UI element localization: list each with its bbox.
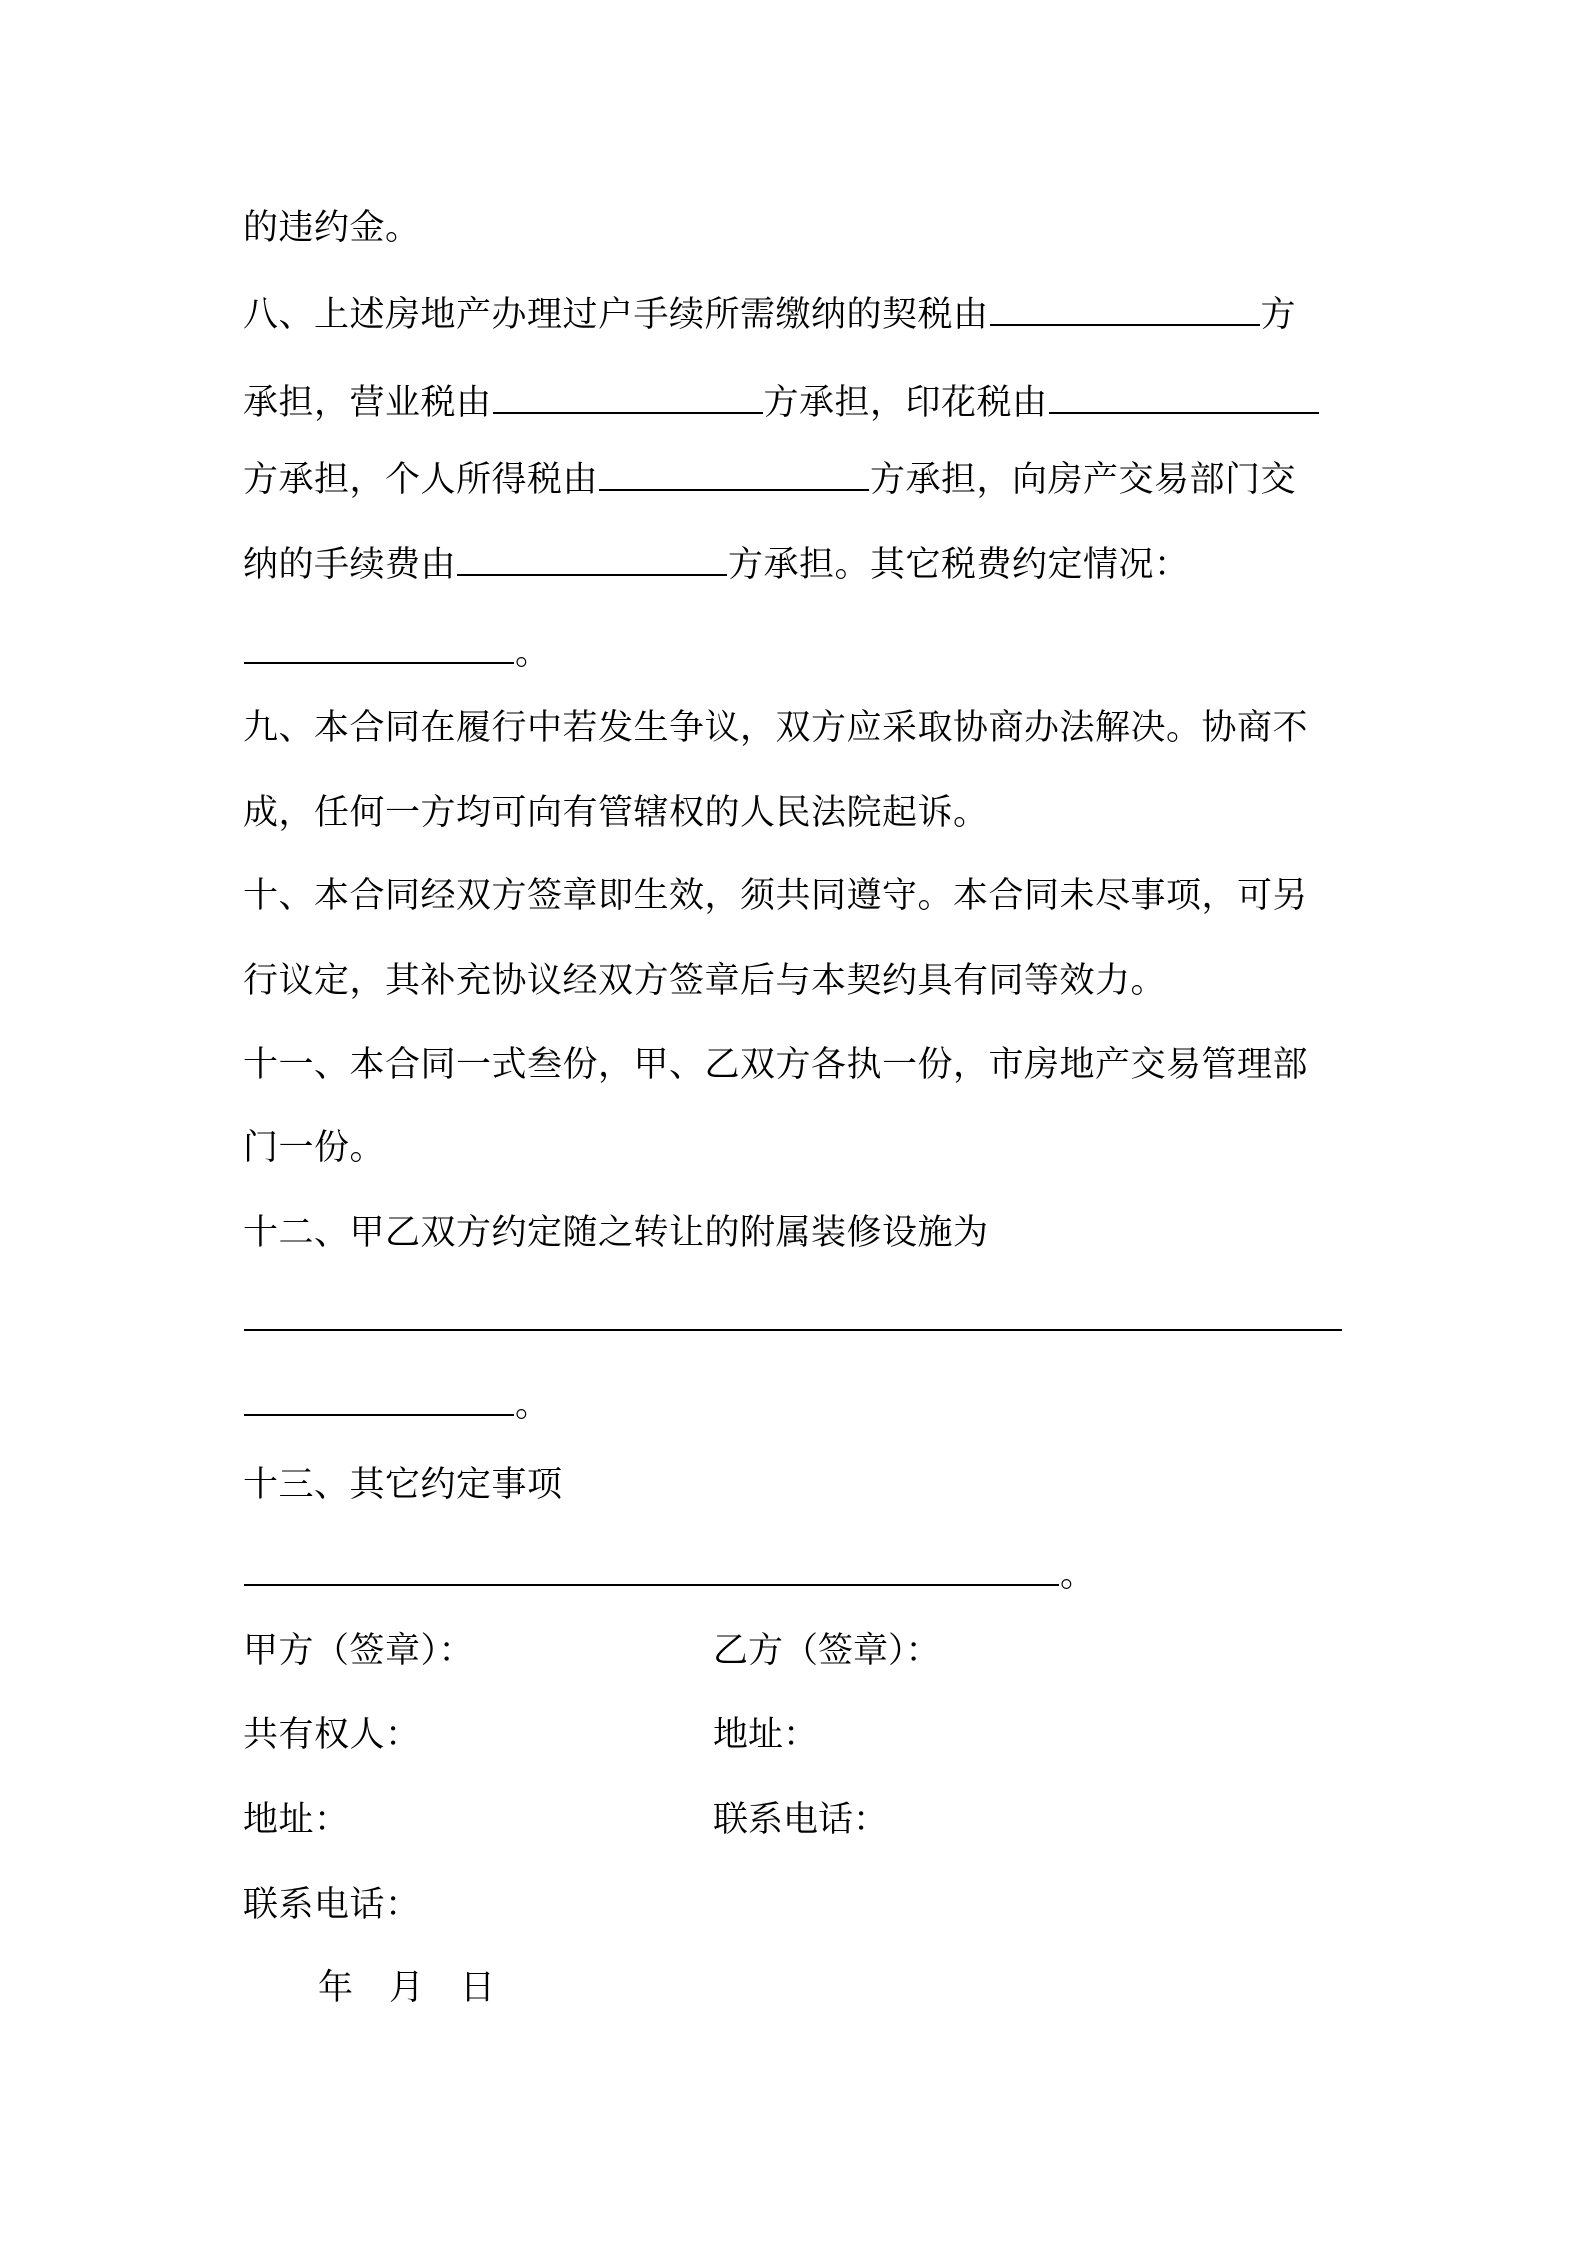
text: 方 xyxy=(1260,295,1297,335)
other-fees-blank[interactable] xyxy=(244,628,514,664)
clause-8-line-4 xyxy=(243,540,1190,588)
clause-11-line-2 xyxy=(243,1125,385,1171)
deed-tax-blank[interactable] xyxy=(990,290,1260,326)
text: 。 xyxy=(1060,1555,1096,1595)
clause-13-line-2 xyxy=(243,1550,1096,1598)
party-a-phone-label xyxy=(243,1882,421,1928)
business-tax-blank[interactable] xyxy=(493,378,763,414)
clause-7-ending xyxy=(243,205,421,251)
clause-10-line-1 xyxy=(243,873,1308,919)
text: 十、本合同经双方签章即生效，须共同遵守。本合同未尽事项，可另 xyxy=(243,876,1309,916)
clause-10-line-2 xyxy=(243,958,1166,1004)
clause-12-line-1 xyxy=(243,1210,989,1256)
text: 共有权人： xyxy=(243,1715,421,1755)
text: 联系电话： xyxy=(243,1885,421,1925)
party-b-address-label xyxy=(713,1712,818,1758)
party-b-phone-label xyxy=(713,1797,888,1843)
text: 九、本合同在履行中若发生争议，双方应采取协商办法解决。协商不 xyxy=(243,708,1309,748)
clause-8-line-3 xyxy=(243,455,1296,503)
text: 八、上述房地产办理过户手续所需缴纳的契税由 xyxy=(243,295,989,335)
clause-8-line-5 xyxy=(243,628,551,676)
clause-11-line-1 xyxy=(243,1042,1308,1088)
text: 的违约金。 xyxy=(243,208,421,248)
text: 年 月 日 xyxy=(318,1968,496,2008)
text: 方承担，向房产交易部门交 xyxy=(870,460,1297,500)
text: 方承担，个人所得税由 xyxy=(243,460,599,500)
other-terms-blank[interactable] xyxy=(244,1550,1059,1586)
text: 地址： xyxy=(243,1800,350,1840)
clause-12-line-3 xyxy=(243,1380,551,1428)
party-a-address-label xyxy=(243,1797,350,1843)
text: 甲方（签章）： xyxy=(243,1631,475,1671)
text: 地址： xyxy=(713,1715,819,1755)
text: 门一份。 xyxy=(243,1128,386,1168)
handling-fee-blank[interactable] xyxy=(457,540,727,576)
party-a-signature-label xyxy=(243,1628,474,1674)
clause-12-line-2 xyxy=(243,1295,1343,1343)
text: 成，任何一方均可向有管辖权的人民法院起诉。 xyxy=(243,793,989,833)
text: 十一、本合同一式叁份，甲、乙双方各执一份，市房地产交易管理部 xyxy=(243,1045,1309,1085)
income-tax-blank[interactable] xyxy=(599,455,869,491)
fixtures-blank-1[interactable] xyxy=(244,1295,1342,1331)
text: 。 xyxy=(515,633,551,673)
text: 十二、甲乙双方约定随之转让的附属装修设施为 xyxy=(243,1213,989,1253)
clause-13-line-1 xyxy=(243,1462,563,1508)
text: 方承担，印花税由 xyxy=(763,383,1048,423)
party-b-signature-label xyxy=(713,1628,941,1674)
text: 十三、其它约定事项 xyxy=(243,1465,563,1505)
stamp-tax-blank[interactable] xyxy=(1049,378,1319,414)
text: 。 xyxy=(515,1385,551,1425)
date-line xyxy=(318,1965,496,2011)
text: 方承担。其它税费约定情况： xyxy=(728,545,1190,585)
co-owner-label xyxy=(243,1712,421,1758)
text: 承担，营业税由 xyxy=(243,383,492,423)
text: 行议定，其补充协议经双方签章后与本契约具有同等效力。 xyxy=(243,961,1167,1001)
text: 联系电话： xyxy=(713,1800,889,1840)
clause-8-line-1 xyxy=(243,290,1296,338)
clause-8-line-2 xyxy=(243,378,1320,426)
clause-9-line-2 xyxy=(243,790,989,836)
text: 纳的手续费由 xyxy=(243,545,457,585)
clause-9-line-1 xyxy=(243,705,1308,751)
text: 乙方（签章）： xyxy=(713,1631,941,1671)
fixtures-blank-2[interactable] xyxy=(244,1380,514,1416)
